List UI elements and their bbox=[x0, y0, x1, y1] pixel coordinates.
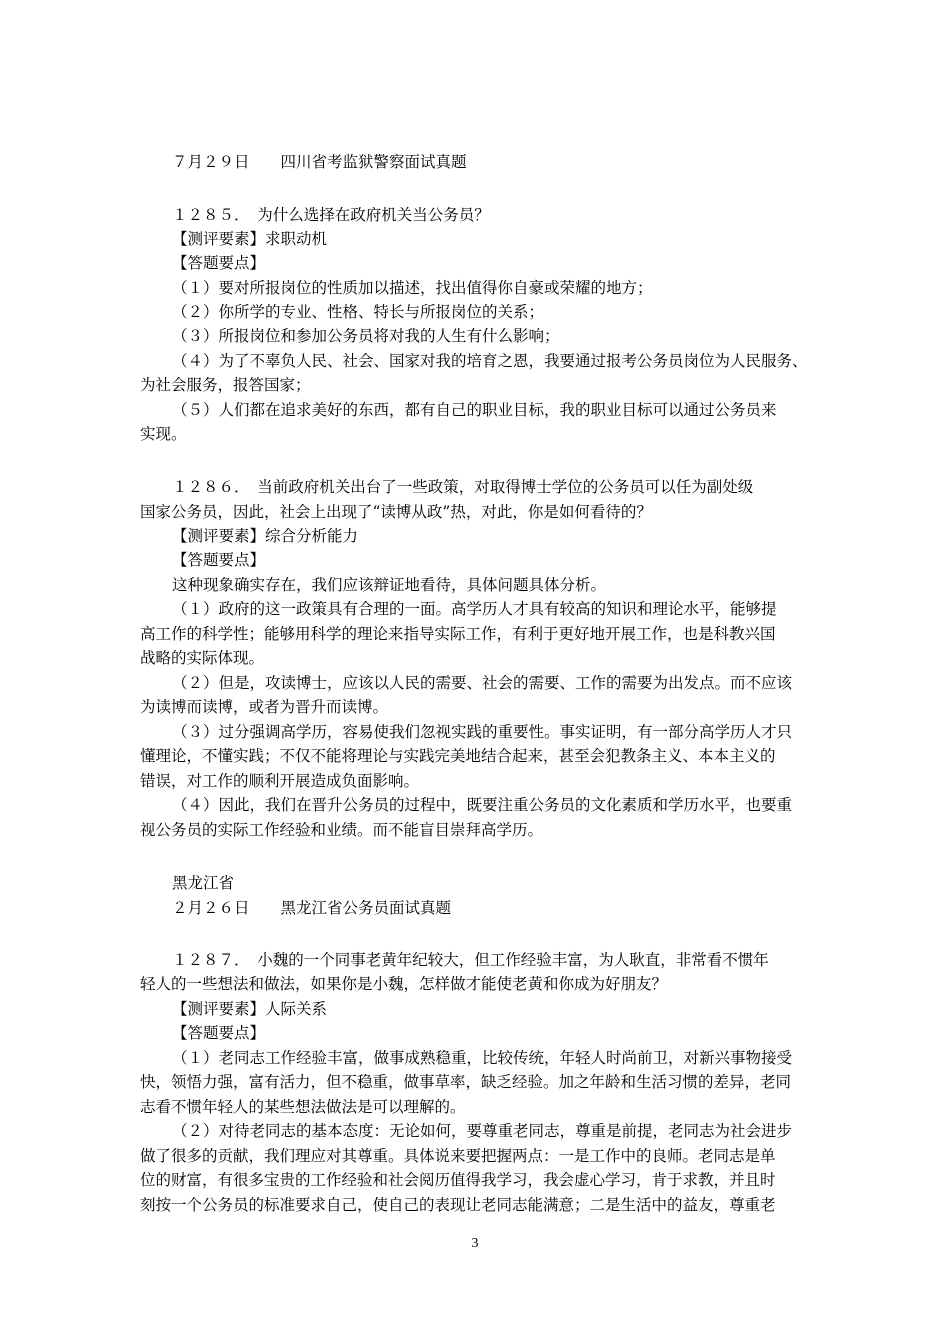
question-1287-line2: 轻人的一些想法和做法，如果你是小魏，怎样做才能使老黄和你成为好朋友？ bbox=[140, 975, 668, 993]
point-1286-1-line1: （１）政府的这一政策具有合理的一面。高学历人才具有较高的知识和理论水平，能够提 bbox=[172, 600, 777, 618]
section-province-heilongjiang: 黑龙江省 bbox=[172, 874, 235, 892]
point-1287-2-line3: 位的财富，有很多宝贵的工作经验和社会阅历值得我学习，我会虚心学习，肯于求教，并且时 bbox=[140, 1171, 776, 1189]
point-1287-2-line2: 做了很多的贡献，我们理应对其尊重。具体说来要把握两点：一是工作中的良师。老同志是单 bbox=[140, 1147, 776, 1165]
section-header-sichuan: ７月２９日 四川省考监狱警察面试真题 bbox=[172, 153, 467, 171]
answer-points-label-1287: 【答题要点】 bbox=[172, 1024, 266, 1042]
point-1287-1-line1: （１）老同志工作经验丰富，做事成熟稳重，比较传统，年轻人时尚前卫，对新兴事物接受 bbox=[172, 1049, 793, 1067]
point-1286-1-line3: 战略的实际体现。 bbox=[140, 649, 265, 667]
page-number: 3 bbox=[471, 1236, 479, 1251]
question-1286-line2: 国家公务员，因此，社会上出现了“读博从政”热，对此，你是如何看待的？ bbox=[140, 503, 652, 521]
question-1286-line1: １２８６． 当前政府机关出台了一些政策，对取得博士学位的公务员可以任为副处级 bbox=[172, 478, 754, 496]
point-1286-4-line2: 视公务员的实际工作经验和业绩。而不能盲目崇拜高学历。 bbox=[140, 821, 544, 839]
point-1285-4-line2: 为社会服务，报答国家； bbox=[140, 376, 311, 394]
point-1286-4-line1: （４）因此，我们在晋升公务员的过程中，既要注重公务员的文化素质和学历水平，也要重 bbox=[172, 796, 793, 814]
eval-element-1285: 【测评要素】求职动机 bbox=[172, 230, 328, 248]
eval-element-1286: 【测评要素】综合分析能力 bbox=[172, 527, 359, 545]
question-1287-line1: １２８７． 小魏的一个同事老黄年纪较大，但工作经验丰富，为人耿直，非常看不惯年 bbox=[172, 951, 769, 969]
point-1286-2-line2: 为读博而读博，或者为晋升而读博。 bbox=[140, 698, 389, 716]
answer-points-label-1285: 【答题要点】 bbox=[172, 254, 266, 272]
point-1286-3-line3: 错误，对工作的顺利开展造成负面影响。 bbox=[140, 772, 420, 790]
point-1285-5-line1: （５）人们都在追求美好的东西，都有自己的职业目标，我的职业目标可以通过公务员来 bbox=[172, 401, 777, 419]
point-1286-2-line1: （２）但是，攻读博士，应该以人民的需要、社会的需要、工作的需要为出发点。而不应该 bbox=[172, 674, 793, 692]
question-1285: １２８５． 为什么选择在政府机关当公务员？ bbox=[172, 206, 490, 224]
point-1287-1-line2: 快，领悟力强，富有活力，但不稳重，做事草率，缺乏经验。加之年龄和生活习惯的差异，老同 bbox=[140, 1073, 792, 1091]
point-1287-1-line3: 志看不惯年轻人的某些想法做法是可以理解的。 bbox=[140, 1098, 466, 1116]
point-1287-2-line1: （２）对待老同志的基本态度：无论如何，要尊重老同志，尊重是前提，老同志为社会进步 bbox=[172, 1122, 793, 1140]
point-1286-3-line2: 懂理论，不懂实践；不仅不能将理论与实践完美地结合起来，甚至会犯教条主义、本本主义的 bbox=[140, 747, 776, 765]
point-1285-4-line1: （４）为了不辜负人民、社会、国家对我的培育之恩，我要通过报考公务员岗位为人民服务、 bbox=[172, 352, 808, 370]
section-header-heilongjiang: ２月２６日 黑龙江省公务员面试真题 bbox=[172, 899, 452, 917]
point-1285-5-line2: 实现。 bbox=[140, 425, 187, 443]
answer-points-label-1286: 【答题要点】 bbox=[172, 551, 266, 569]
point-1285-2: （２）你所学的专业、性格、特长与所报岗位的关系； bbox=[172, 303, 545, 321]
point-1287-2-line4: 刻按一个公务员的标准要求自己，使自己的表现让老同志能满意；二是生活中的益友，尊重老 bbox=[140, 1196, 776, 1214]
point-1285-3: （３）所报岗位和参加公务员将对我的人生有什么影响； bbox=[172, 327, 560, 345]
point-1286-1-line2: 高工作的科学性；能够用科学的理论来指导实际工作，有利于更好地开展工作，也是科教兴国 bbox=[140, 625, 776, 643]
point-1286-3-line1: （３）过分强调高学历，容易使我们忽视实践的重要性。事实证明，有一部分高学历人才只 bbox=[172, 723, 793, 741]
point-1285-1: （１）要对所报岗位的性质加以描述，找出值得你自豪或荣耀的地方； bbox=[172, 279, 653, 297]
eval-element-1287: 【测评要素】人际关系 bbox=[172, 1000, 328, 1018]
intro-1286: 这种现象确实存在，我们应该辩证地看待，具体问题具体分析。 bbox=[172, 576, 607, 594]
